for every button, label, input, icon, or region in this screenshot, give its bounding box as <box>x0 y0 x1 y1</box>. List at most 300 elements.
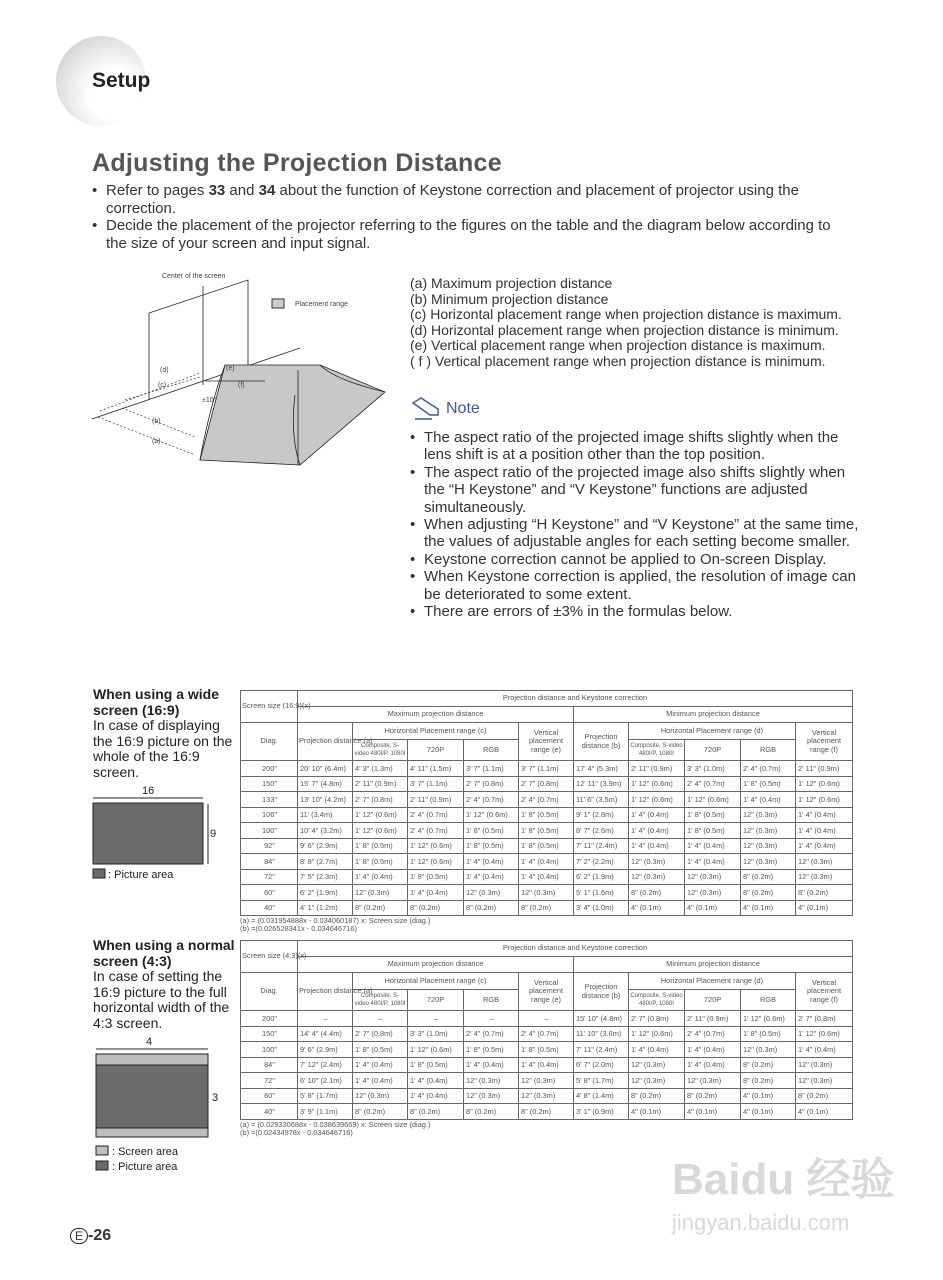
label-e: (e) <box>226 365 235 372</box>
note-label: Note <box>446 400 480 417</box>
table-cell: 1' 12" (0.6m) <box>629 792 685 808</box>
720p-header: 720P <box>685 740 741 761</box>
table-cell: 3' 3" (1.0m) <box>685 761 741 777</box>
table-cell: 12" (0.3m) <box>464 885 519 901</box>
table-cell: 15' 7" (4.8m) <box>298 776 353 792</box>
section-label: Setup <box>92 69 151 92</box>
table-cell: 1' 12" (0.6m) <box>629 776 685 792</box>
table-cell: 12' 11" (3.9m) <box>574 776 629 792</box>
table-cell: 1' 4" (0.4m) <box>741 792 796 808</box>
table-cell: 1' 4" (0.4m) <box>408 1088 464 1104</box>
table-cell: – <box>353 1011 408 1027</box>
intro-list <box>92 182 852 252</box>
table-cell: 1' 4" (0.4m) <box>685 838 741 854</box>
table-cell: 4" (0.1m) <box>796 900 853 916</box>
table-cell: 3' 7" (1.1m) <box>408 776 464 792</box>
table-cell: 8" (0.2m) <box>519 900 574 916</box>
horizontal-d-header: Horizontal Placement range (d) <box>629 723 796 740</box>
note-item: • The aspect ratio of the projected image shifts slightly when the lens shift is at a position other than the top position. <box>410 429 860 464</box>
table-cell: 1' 8" (0.5m) <box>408 1057 464 1073</box>
note-item: • There are errors of ±3% in the formulas below. <box>410 603 860 620</box>
distance-a-header: Projection distance (a) <box>298 973 353 1011</box>
min-distance-header: Minimum projection distance <box>574 707 853 723</box>
table-cell: 12" (0.3m) <box>741 854 796 870</box>
table-cell: 1' 4" (0.4m) <box>464 854 519 870</box>
table-cell: 1' 4" (0.4m) <box>408 1073 464 1089</box>
table-cell: 1' 4" (0.4m) <box>353 869 408 885</box>
720p-header: 720P <box>685 990 741 1011</box>
table-cell: 12" (0.3m) <box>685 1073 741 1089</box>
table-cell: 8" (0.2m) <box>741 1073 796 1089</box>
table-cell: 3' 9" (1.1m) <box>298 1104 353 1120</box>
wide-caption <box>93 687 243 780</box>
table-cell: 2' 4" (0.7m) <box>408 823 464 839</box>
page-num: -26 <box>88 1227 112 1244</box>
table-cell: 2' 7" (0.8m) <box>519 776 574 792</box>
table-cell: 1' 4" (0.4m) <box>629 823 685 839</box>
table-cell: 72" <box>241 1073 298 1089</box>
legend-item: (b) Minimum projection distance <box>410 290 609 307</box>
height-label: 3 <box>212 1092 219 1104</box>
table-cell: 1' 8" (0.5m) <box>464 1042 519 1058</box>
width-label: 4 <box>146 1036 153 1048</box>
table-cell: – <box>464 1011 519 1027</box>
table-cell: 1' 4" (0.4m) <box>685 1057 741 1073</box>
table-cell: 2' 7" (0.8m) <box>353 1026 408 1042</box>
table-row <box>241 776 853 792</box>
table-cell: 60" <box>241 1088 298 1104</box>
normal-screen-figure <box>90 1035 220 1173</box>
table-cell: 2' 7" (0.8m) <box>353 792 408 808</box>
intro-item: • Decide the placement of the projector referring to the figures on the table and the diagram below according to the size of your screen and input signal. <box>92 217 852 252</box>
720p-header: 720P <box>408 740 464 761</box>
table-cell: 12" (0.3m) <box>796 1073 853 1089</box>
formula-b: (b) =(0.02434978x - 0.034646716) <box>240 1128 353 1137</box>
table-row <box>241 761 853 777</box>
placement-range-icon <box>272 299 284 308</box>
formula-block <box>240 917 430 933</box>
page-title: Adjusting the Projection Distance <box>92 149 502 177</box>
table-cell: 9' 1" (2.8m) <box>574 807 629 823</box>
table-row <box>241 900 853 916</box>
watermark-brand: Baidu 经验 <box>672 1155 895 1204</box>
table-cell: 4" (0.1m) <box>629 900 685 916</box>
table-row <box>241 854 853 870</box>
table-cell: 2' 4" (0.7m) <box>464 792 519 808</box>
table-row <box>241 1088 853 1104</box>
vertical-e-header: Vertical placement range (e) <box>519 723 574 761</box>
table-row <box>241 1026 853 1042</box>
table-row <box>241 1042 853 1058</box>
table-row <box>241 1011 853 1027</box>
label-c: (c) <box>158 382 167 389</box>
diag-header: Diag. <box>241 723 298 761</box>
table-cell: 1' 12" (0.6m) <box>353 823 408 839</box>
table-cell: 4" (0.1m) <box>629 1104 685 1120</box>
distance-b-header: Projection distance (b) <box>574 723 629 761</box>
horizontal-c-header: Horizontal Placement range (c) <box>353 973 519 990</box>
projection-table <box>240 940 853 1120</box>
page-number <box>70 1227 111 1245</box>
table-row <box>241 823 853 839</box>
label-d: (d) <box>160 367 169 374</box>
table-cell: 7' 12" (2.4m) <box>298 1057 353 1073</box>
table-cell: 7' 11" (2.4m) <box>574 838 629 854</box>
table-cell: 11' 10" (3.6m) <box>574 1026 629 1042</box>
table-cell: 1' 8" (0.5m) <box>353 854 408 870</box>
label-f: (f) <box>238 382 245 389</box>
wide-figure-group <box>93 687 243 884</box>
table-cell: 8' 7" (2.6m) <box>574 823 629 839</box>
table-row <box>241 792 853 808</box>
note-item: • When Keystone correction is applied, the resolution of image can be deteriorated to some extent. <box>410 568 860 603</box>
table-cell: 3' 3" (1.0m) <box>408 1026 464 1042</box>
table-cell: 6' 2" (1.9m) <box>298 885 353 901</box>
table-cell: 84" <box>241 854 298 870</box>
table-cell: 2' 11" (0.9m) <box>353 776 408 792</box>
table-cell: – <box>408 1011 464 1027</box>
table-cell: 8" (0.2m) <box>629 885 685 901</box>
table-cell: 8" (0.2m) <box>741 885 796 901</box>
table-cell: 12" (0.3m) <box>519 885 574 901</box>
table-cell: 7' 11" (2.4m) <box>574 1042 629 1058</box>
table-cell: 1' 8" (0.5m) <box>353 838 408 854</box>
rgb-header: RGB <box>464 740 519 761</box>
page-letter: E <box>70 1228 88 1244</box>
720p-header: 720P <box>408 990 464 1011</box>
angle-label: ±10° <box>202 397 217 404</box>
table-cell: 150" <box>241 776 298 792</box>
table-cell: 3' 1" (0.9m) <box>574 1104 629 1120</box>
max-distance-header: Maximum projection distance <box>298 957 574 973</box>
table-cell: 8" (0.2m) <box>464 1104 519 1120</box>
table-cell: 15' 10" (4.8m) <box>574 1011 629 1027</box>
table-cell: – <box>298 1011 353 1027</box>
legend-item: (a) Maximum projection distance <box>410 275 613 291</box>
table-cell: 92" <box>241 838 298 854</box>
table-cell: 12" (0.3m) <box>685 869 741 885</box>
table-cell: 5' 1" (1.6m) <box>574 885 629 901</box>
horizontal-c-header: Horizontal Placement range (c) <box>353 723 519 740</box>
normal-desc: In case of setting the 16:9 picture to the full horizontal width of the 4:3 screen. <box>93 968 230 1031</box>
table-cell: 2' 7" (0.8m) <box>796 1011 853 1027</box>
legend-item: (c) Horizontal placement range when projection distance is maximum. <box>410 306 842 323</box>
table-cell: 133" <box>241 792 298 808</box>
normal-heading: When using a normal screen (4:3) <box>93 937 235 969</box>
table-cell: 1' 4" (0.4m) <box>519 869 574 885</box>
table-cell: 8" (0.2m) <box>741 869 796 885</box>
table-cell: 1' 8" (0.5m) <box>353 1042 408 1058</box>
table-cell: 8" (0.2m) <box>629 1088 685 1104</box>
wide-screen-figure <box>90 784 220 884</box>
table-cell: 1' 12" (0.6m) <box>408 838 464 854</box>
table-cell: 12" (0.3m) <box>796 869 853 885</box>
table-cell: 2' 11" (0.9m) <box>796 761 853 777</box>
table-cell: 4' 1" (1.2m) <box>298 900 353 916</box>
center-label: Center of the screen <box>162 273 226 280</box>
table-cell: 2' 11" (0.9m) <box>629 761 685 777</box>
table-cell: 4" (0.1m) <box>741 900 796 916</box>
table-cell: 6' 10" (2.1m) <box>298 1073 353 1089</box>
table-cell: 40" <box>241 900 298 916</box>
table-cell: 1' 4" (0.4m) <box>464 1057 519 1073</box>
table-cell: 12" (0.3m) <box>741 1042 796 1058</box>
table-cell: 12" (0.3m) <box>796 1057 853 1073</box>
formula-a: (a) = (0.029330688x - 0.038639669) x: Screen size (diag.) <box>240 1120 431 1129</box>
table-cell: 10' 4" (3.2m) <box>298 823 353 839</box>
legend-item: (d) Horizontal placement range when projection distance is minimum. <box>410 321 839 338</box>
table-cell: 12" (0.3m) <box>519 1088 574 1104</box>
table-cell: 2' 4" (0.7m) <box>741 761 796 777</box>
wide-heading: When using a wide screen (16:9) <box>93 686 220 718</box>
table-cell: 1' 12" (0.6m) <box>408 854 464 870</box>
table-cell: 17' 4" (5.3m) <box>574 761 629 777</box>
table-cell: 1' 12" (0.6m) <box>408 1042 464 1058</box>
table-cell: 8' 8" (2.7m) <box>298 854 353 870</box>
table-cell: 1' 4" (0.4m) <box>408 885 464 901</box>
table-cell: 4' 3" (1.3m) <box>353 761 408 777</box>
table-cell: 1' 12" (0.6m) <box>629 1026 685 1042</box>
table-cell: 1' 4" (0.4m) <box>796 1042 853 1058</box>
table-cell: 3' 7" (1.1m) <box>519 761 574 777</box>
table-cell: 12" (0.3m) <box>353 885 408 901</box>
table-cell: 2' 11" (0.9m) <box>408 792 464 808</box>
table-cell: 2' 4" (0.7m) <box>464 1026 519 1042</box>
table-cell: 4' 11" (1.5m) <box>408 761 464 777</box>
table-cell: 4" (0.1m) <box>685 1104 741 1120</box>
legend-item: ( f ) Vertical placement range when projection distance is minimum. <box>410 352 826 369</box>
formula-a: (a) = (0.031954888x - 0.034060187) x: Screen size (diag.) <box>240 916 431 925</box>
table-cell: 2' 4" (0.7m) <box>519 792 574 808</box>
picture-area-label: : Picture area <box>108 869 174 881</box>
table-cell: 12" (0.3m) <box>629 869 685 885</box>
table-row <box>241 1073 853 1089</box>
table-cell: 12" (0.3m) <box>629 854 685 870</box>
table-cell: 1' 4" (0.4m) <box>796 823 853 839</box>
table-cell: 100" <box>241 823 298 839</box>
table-row <box>241 1104 853 1120</box>
table-cell: 1' 4" (0.4m) <box>519 854 574 870</box>
formula-b: (b) =(0.026528341x - 0.034646716) <box>240 924 357 933</box>
table-cell: 4" (0.1m) <box>685 900 741 916</box>
table-cell: 1' 12" (0.6m) <box>741 1011 796 1027</box>
formula-block <box>240 1121 430 1137</box>
placement-diagram <box>90 265 390 465</box>
screen-size-header: Screen size (16:9)(x) <box>241 691 298 723</box>
rgb-header: RGB <box>741 990 796 1011</box>
table-cell: 9' 6" (2.9m) <box>298 838 353 854</box>
table-cell: 12" (0.3m) <box>464 1088 519 1104</box>
table-cell: 3' 7" (1.1m) <box>464 761 519 777</box>
normal-figure-group <box>93 938 243 1173</box>
table-cell: 12" (0.3m) <box>353 1088 408 1104</box>
table-cell: 5' 8" (1.7m) <box>574 1073 629 1089</box>
table-cell: 1' 4" (0.4m) <box>796 807 853 823</box>
distance-a-header: Projection distance (a) <box>298 723 353 761</box>
table-cell: 72" <box>241 869 298 885</box>
horizontal-d-header: Horizontal Placement range (d) <box>629 973 796 990</box>
table-cell: 1' 12" (0.6m) <box>353 807 408 823</box>
table-cell: 100" <box>241 1042 298 1058</box>
table-cell: 8" (0.2m) <box>796 885 853 901</box>
table-cell: 20' 10" (6.4m) <box>298 761 353 777</box>
table-cell: 1' 4" (0.4m) <box>685 1042 741 1058</box>
table-cell: 2' 7" (0.8m) <box>629 1011 685 1027</box>
table-cell: 8" (0.2m) <box>796 1088 853 1104</box>
table-cell: 1' 8" (0.5m) <box>464 823 519 839</box>
table-cell: 7' 5" (2.3m) <box>298 869 353 885</box>
distance-b-header: Projection distance (b) <box>574 973 629 1011</box>
table-cell: 40" <box>241 1104 298 1120</box>
table-row <box>241 838 853 854</box>
table-cell: 1' 4" (0.4m) <box>353 1073 408 1089</box>
table-cell: 1' 4" (0.4m) <box>796 838 853 854</box>
table-cell: 1' 12" (0.6m) <box>796 776 853 792</box>
wide-desc: In case of displaying the 16:9 picture on the whole of the 16:9 screen. <box>93 717 233 780</box>
composite-header: Composite, S-video 480I/P, 1080I <box>629 740 685 761</box>
table-cell: 1' 12" (0.6m) <box>464 807 519 823</box>
table-cell: 6' 2" (1.9m) <box>574 869 629 885</box>
table-cell: 1' 4" (0.4m) <box>464 869 519 885</box>
table-cell: 6' 7" (2.0m) <box>574 1057 629 1073</box>
composite-header: Composite, S-video 480I/P, 1080I <box>353 740 408 761</box>
table-cell: 5' 8" (1.7m) <box>298 1088 353 1104</box>
table-cell: 12" (0.3m) <box>741 838 796 854</box>
table-cell: 4" (0.1m) <box>741 1088 796 1104</box>
table-cell: 2' 7" (0.8m) <box>464 776 519 792</box>
table-cell: 8" (0.2m) <box>408 1104 464 1120</box>
table-cell: 8" (0.2m) <box>741 1057 796 1073</box>
main-header: Projection distance and Keystone correction <box>298 941 853 957</box>
table-cell: 4" (0.1m) <box>796 1104 853 1120</box>
table-cell: 2' 4" (0.7m) <box>519 1026 574 1042</box>
table-cell: 1' 8" (0.5m) <box>519 1042 574 1058</box>
table-cell: 12" (0.3m) <box>629 1073 685 1089</box>
table-cell: 1' 12" (0.6m) <box>796 792 853 808</box>
note-item: • Keystone correction cannot be applied to On-screen Display. <box>410 551 860 568</box>
table-cell: 1' 4" (0.4m) <box>629 1042 685 1058</box>
table-cell: – <box>519 1011 574 1027</box>
table-cell: 1' 12" (0.6m) <box>685 792 741 808</box>
table-cell: 60" <box>241 885 298 901</box>
table-cell: 2' 4" (0.7m) <box>685 776 741 792</box>
table-cell: 8" (0.2m) <box>408 900 464 916</box>
legend-item: (e) Vertical placement range when projection distance is maximum. <box>410 337 826 354</box>
note-item: • The aspect ratio of the projected image also shifts slightly when the “H Keystone” and “V Keystone” functions are adjusted simultaneously. <box>410 464 860 516</box>
picture-area-label: : Picture area <box>112 1161 178 1173</box>
table-cell: 1' 8" (0.5m) <box>741 776 796 792</box>
legend-list <box>410 276 842 370</box>
table-cell: 2' 4" (0.7m) <box>685 1026 741 1042</box>
table-cell: 8" (0.2m) <box>353 1104 408 1120</box>
composite-header: Composite, S-video 480I/P, 1080I <box>629 990 685 1011</box>
watermark-url: jingyan.baidu.com <box>672 1210 850 1235</box>
table-cell: 1' 8" (0.5m) <box>519 838 574 854</box>
table-cell: 1' 12" (0.6m) <box>796 1026 853 1042</box>
table-cell: 1' 8" (0.5m) <box>464 838 519 854</box>
label-a: (a) <box>152 438 161 445</box>
table-cell: 12" (0.3m) <box>685 885 741 901</box>
screen-size-header: Screen size (4:3)(x) <box>241 941 298 973</box>
table-cell: 1' 4" (0.4m) <box>629 838 685 854</box>
normal-caption <box>93 938 243 1031</box>
table-cell: 7' 2" (2.2m) <box>574 854 629 870</box>
table-cell: 4' 8" (1.4m) <box>574 1088 629 1104</box>
table-cell: 13' 10" (4.2m) <box>298 792 353 808</box>
table-cell: 2' 4" (0.7m) <box>408 807 464 823</box>
table-cell: 200" <box>241 761 298 777</box>
min-distance-header: Minimum projection distance <box>574 957 853 973</box>
table-cell: 12" (0.3m) <box>796 854 853 870</box>
table-cell: 8" (0.2m) <box>464 900 519 916</box>
table-cell: 1' 8" (0.5m) <box>519 807 574 823</box>
table-row <box>241 1057 853 1073</box>
table-cell: 1' 8" (0.5m) <box>408 869 464 885</box>
composite-header: Composite, S-video 480I/P, 1080I <box>353 990 408 1011</box>
height-label: 9 <box>210 828 217 840</box>
width-label: 16 <box>142 785 155 797</box>
table-cell: 8" (0.2m) <box>685 1088 741 1104</box>
table-cell: 4" (0.1m) <box>741 1104 796 1120</box>
table-cell: 3' 4" (1.0m) <box>574 900 629 916</box>
table-cell: 150" <box>241 1026 298 1042</box>
projection-table <box>240 690 853 916</box>
table-cell: 1' 4" (0.4m) <box>629 807 685 823</box>
max-distance-header: Maximum projection distance <box>298 707 574 723</box>
table-cell: 1' 8" (0.5m) <box>685 807 741 823</box>
table-row <box>241 869 853 885</box>
table-cell: 84" <box>241 1057 298 1073</box>
table-cell: 1' 4" (0.4m) <box>685 854 741 870</box>
table-cell: 14' 4" (4.4m) <box>298 1026 353 1042</box>
screen-area-label: : Screen area <box>112 1146 179 1158</box>
note-item: • When adjusting “H Keystone” and “V Keystone” at the same time, the values of adjustable angles for each setting become smaller. <box>410 516 860 551</box>
table-cell: 1' 8" (0.5m) <box>519 823 574 839</box>
pencil-note-icon <box>410 397 442 421</box>
table-cell: 1' 8" (0.5m) <box>685 823 741 839</box>
table-cell: 11' (3.4m) <box>298 807 353 823</box>
placement-label: Placement range <box>295 301 348 308</box>
vertical-f-header: Vertical placement range (f) <box>796 973 853 1011</box>
main-header: Projection distance and Keystone correction <box>298 691 853 707</box>
diag-header: Diag. <box>241 973 298 1011</box>
table-cell: 8" (0.2m) <box>519 1104 574 1120</box>
note-list <box>410 429 860 620</box>
table-cell: 200" <box>241 1011 298 1027</box>
table-cell: 12" (0.3m) <box>629 1057 685 1073</box>
vertical-e-header: Vertical placement range (e) <box>519 973 574 1011</box>
table-cell: 12" (0.3m) <box>464 1073 519 1089</box>
vertical-f-header: Vertical placement range (f) <box>796 723 853 761</box>
table-cell: 106" <box>241 807 298 823</box>
rgb-header: RGB <box>464 990 519 1011</box>
note-heading <box>410 397 480 421</box>
table-cell: 12" (0.3m) <box>519 1073 574 1089</box>
table-row <box>241 807 853 823</box>
table-cell: 12" (0.3m) <box>741 823 796 839</box>
table-cell: 1' 4" (0.4m) <box>353 1057 408 1073</box>
table-cell: 9' 6" (2.9m) <box>298 1042 353 1058</box>
table-cell: 1' 4" (0.4m) <box>519 1057 574 1073</box>
intro-item: • Refer to pages 33 and 34 about the function of Keystone correction and placement of projector using the correction. <box>92 182 852 217</box>
table-row <box>241 885 853 901</box>
label-b: (b) <box>152 418 161 425</box>
table-cell: 1' 8" (0.5m) <box>741 1026 796 1042</box>
table-cell: 2' 11" (0.9m) <box>685 1011 741 1027</box>
table-cell: 12" (0.3m) <box>741 807 796 823</box>
table-cell: 11' 6" (3.5m) <box>574 792 629 808</box>
table-cell: 8" (0.2m) <box>353 900 408 916</box>
